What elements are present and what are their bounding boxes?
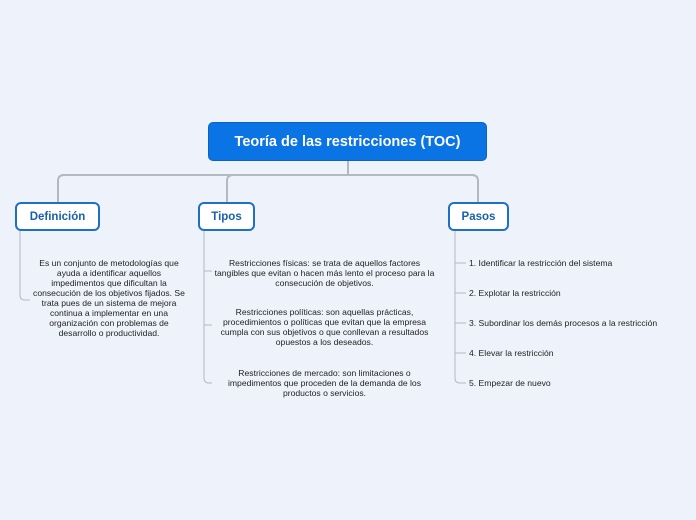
- leaf-tipos-mercado[interactable]: Restricciones de mercado: son limitaciones o impedimentos que proceden de la demanda de los productos o servicios.: [227, 368, 421, 398]
- root-topic[interactable]: [208, 122, 487, 161]
- connector-tipos-trunk: [204, 231, 212, 383]
- leaf-paso-4[interactable]: 4. Elevar la restricción: [469, 348, 554, 358]
- branch-tipos[interactable]: [198, 202, 255, 231]
- root-topic-label: Teoría de las restricciones (TOC): [234, 133, 461, 150]
- leaf-tipos-fisicas[interactable]: Restricciones físicas: se trata de aquellos factores tangibles que evitan o hacen más lento el proceso para la consecución de objetivos.: [214, 258, 435, 288]
- branch-definicion-label: Definición: [29, 210, 86, 223]
- leaf-paso-1[interactable]: 1. Identificar la restricción del sistema: [469, 258, 613, 268]
- leaf-paso-2[interactable]: 2. Explotar la restricción: [469, 288, 561, 298]
- branch-tipos-label: Tipos: [211, 210, 242, 223]
- leaf-paso-5[interactable]: 5. Empezar de nuevo: [469, 378, 551, 388]
- branch-pasos[interactable]: [448, 202, 509, 231]
- leaf-paso-3[interactable]: 3. Subordinar los demás procesos a la restricción: [469, 318, 658, 328]
- connector-definicion-leaf: [20, 231, 30, 300]
- connector-root-tipos: [227, 175, 348, 202]
- connector-root-pasos: [348, 175, 478, 202]
- branch-definicion[interactable]: [15, 202, 100, 231]
- connector-pasos-trunk: [455, 231, 466, 383]
- branch-pasos-label: Pasos: [461, 210, 496, 223]
- leaf-tipos-politicas[interactable]: Restricciones políticas: son aquellas prácticas, procedimientos o políticas que evitan que la empresa cumpla con sus objetivos o que conllevan a resultados opuestos a los deseados.: [220, 307, 429, 347]
- connector-root-definicion: [58, 175, 348, 202]
- leaf-definicion-text[interactable]: Es un conjunto de metodologías que ayuda a identificar aquellos impedimentos que dificultan la consecución de los objetivos fijados. Se trata pues de un sistema de mejora continua a implementar en una organización con problemas de desarrollo o productividad.: [33, 258, 185, 338]
